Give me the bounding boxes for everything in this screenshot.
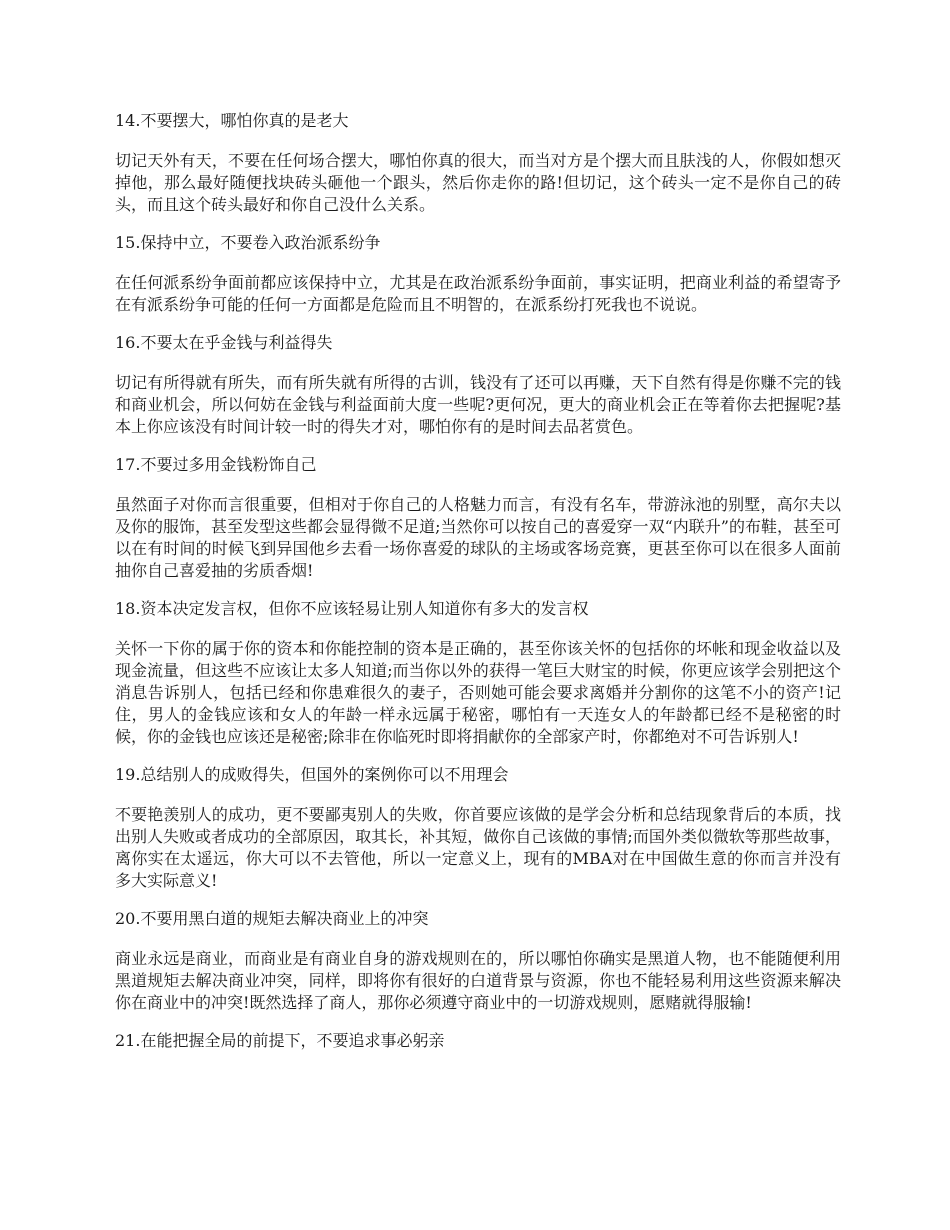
section-17 xyxy=(115,454,841,582)
section-heading: 20.不要用黑白道的规矩去解决商业上的冲突 xyxy=(115,909,429,928)
section-paragraph: 虽然面子对你而言很重要，但相对于你自己的人格魅力而言，有没有名车，带游泳池的别墅，高尔夫以及你的服饰，甚至发型这些都会显得微不足道;当然你可以按自己的喜爱穿一双“内联升”的布鞋，甚至可以在有时间的时候飞到异国他乡去看一场你喜爱的球队的主场或客场竞赛，更甚至你可以在很多人面前抽你自己喜爱抽的劣质香烟! xyxy=(115,495,841,580)
section-heading: 17.不要过多用金钱粉饰自己 xyxy=(115,455,317,474)
section-paragraph: 在任何派系纷争面前都应该保持中立，尤其是在政治派系纷争面前，事实证明，把商业利益的希望寄予在有派系纷争可能的任何一方面都是危险而且不明智的，在派系纷打死我也不说说。 xyxy=(115,273,841,314)
section-heading: 19.总结别人的成败得失，但国外的案例你可以不用理会 xyxy=(115,765,509,784)
section-paragraph: 商业永远是商业，而商业是有商业自身的游戏规则在的，所以哪怕你确实是黑道人物，也不能随便利用黑道规矩去解决商业冲突，同样，即将你有很好的白道背景与资源，你也不能轻易利用这些资源来解决你在商业中的冲突!既然选择了商人，那你必须遵守商业中的一切游戏规则，愿赌就得服输! xyxy=(115,949,841,1012)
section-paragraph: 不要艳羡别人的成功，更不要鄙夷别人的失败，你首要应该做的是学会分析和总结现象背后的本质，找出别人失败或者成功的全部原因，取其长，补其短，做你自己该做的事情;而国外类似微软等那些故事，离你实在太遥远，你大可以不去管他，所以一定意义上，现有的MBA对在中国做生意的你而言并没有多大实际意义! xyxy=(115,805,841,890)
section-heading: 18.资本决定发言权，但你不应该轻易让别人知道你有多大的发言权 xyxy=(115,599,589,618)
section-19 xyxy=(115,764,841,892)
section-heading: 16.不要太在乎金钱与利益得失 xyxy=(115,333,333,352)
section-heading: 15.保持中立，不要卷入政治派系纷争 xyxy=(115,233,381,252)
section-heading: 21.在能把握全局的前提下，不要追求事必躬亲 xyxy=(115,1031,445,1050)
section-21 xyxy=(115,1030,841,1052)
section-18 xyxy=(115,598,841,748)
section-15 xyxy=(115,232,841,316)
section-paragraph: 关怀一下你的属于你的资本和你能控制的资本是正确的，甚至你该关怀的包括你的坏帐和现金收益以及现金流量，但这些不应该让太多人知道;而当你以外的获得一笔巨大财宝的时候，你更应该学会别把这个消息告诉别人，包括已经和你患难很久的妻子，否则她可能会要求离婚并分割你的这笔不小的资产!记住，男人的金钱应该和女人的年龄一样永远属于秘密，哪怕有一天连女人的年龄都已经不是秘密的时候，你的金钱也应该还是秘密;除非在你临死时即将捐献你的全部家产时，你都绝对不可告诉别人! xyxy=(115,639,841,746)
section-paragraph: 切记有所得就有所失，而有所失就有所得的古训，钱没有了还可以再赚，天下自然有得是你赚不完的钱和商业机会，所以何妨在金钱与利益面前大度一些呢?更何况，更大的商业机会正在等着你去把握呢?基本上你应该没有时间计较一时的得失才对，哪怕你有的是时间去品茗赏色。 xyxy=(115,373,841,436)
document-page xyxy=(115,110,841,1070)
section-14 xyxy=(115,110,841,216)
section-paragraph: 切记天外有天，不要在任何场合摆大，哪怕你真的很大，而当对方是个摆大而且肤浅的人，你假如想灭掉他，那么最好随便找块砖头砸他一个跟头，然后你走你的路!但切记，这个砖头一定不是你自己的砖头，而且这个砖头最好和你自己没什么关系。 xyxy=(115,151,841,214)
section-20 xyxy=(115,908,841,1014)
section-heading: 14.不要摆大，哪怕你真的是老大 xyxy=(115,111,349,130)
section-16 xyxy=(115,332,841,438)
